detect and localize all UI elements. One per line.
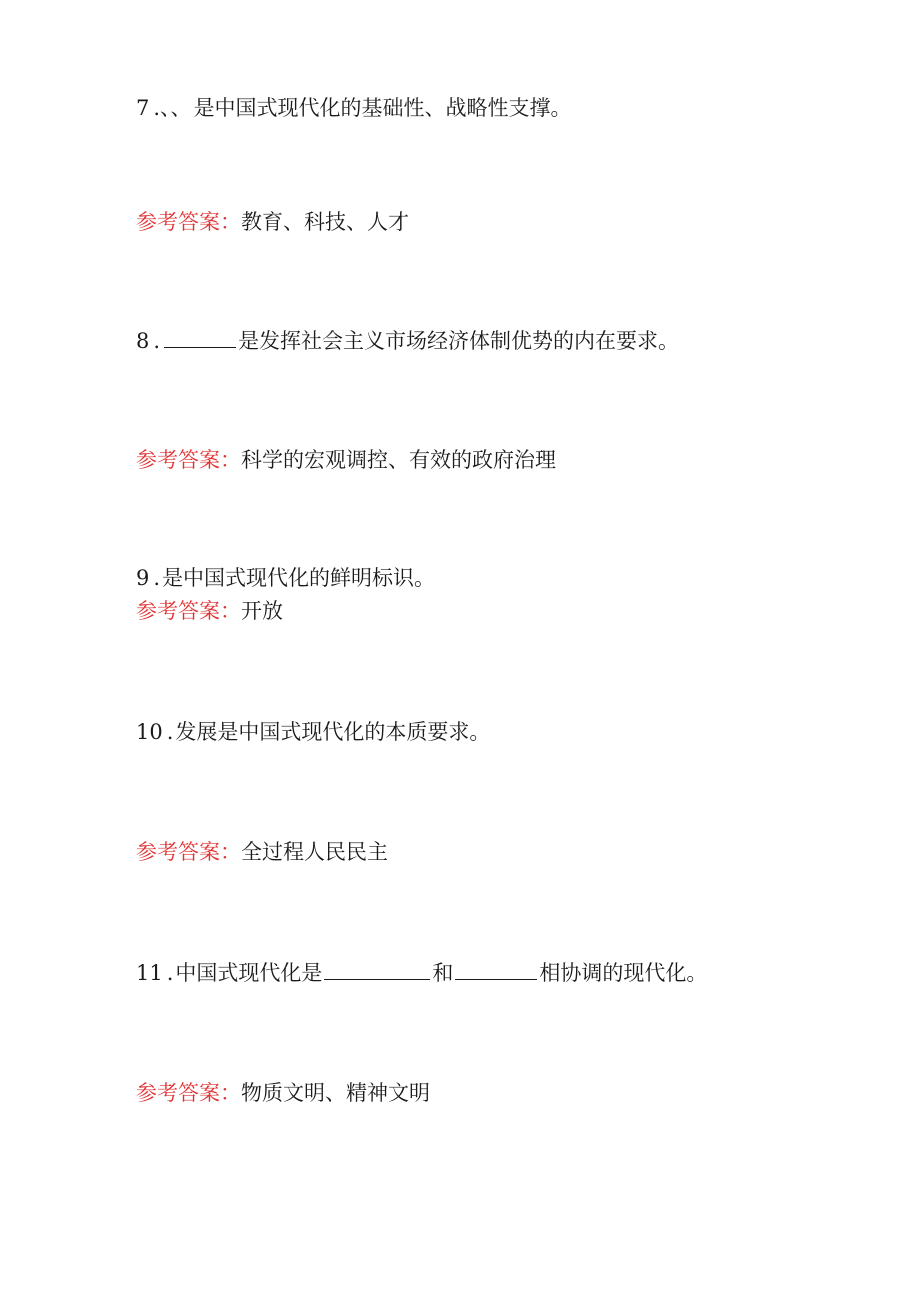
question-number: 11 [136, 961, 163, 985]
question-separator: . [166, 961, 174, 985]
question-separator: . [153, 566, 161, 590]
question-8 [136, 327, 679, 355]
question-text: 是中国式现代化的鲜明标识。 [162, 566, 436, 590]
answer-11 [136, 1079, 430, 1107]
question-7 [136, 94, 572, 122]
answer-9 [136, 597, 283, 625]
question-11 [136, 959, 707, 987]
answer-label: 参考答案： [136, 210, 241, 234]
answer-label: 参考答案： [136, 1081, 241, 1105]
question-number: 7 [136, 96, 150, 120]
question-10 [136, 718, 490, 746]
answer-label: 参考答案： [136, 840, 241, 864]
answer-7 [136, 208, 409, 236]
answer-8 [136, 446, 556, 474]
question-number: 8 [136, 329, 150, 353]
answer-text: 教育、科技、人才 [241, 210, 409, 234]
question-number: 10 [136, 720, 163, 744]
answer-text: 科学的宏观调控、有效的政府治理 [241, 448, 556, 472]
answer-blank [164, 327, 236, 348]
question-text-part-3: 相协调的现代化。 [539, 961, 708, 985]
question-separator: .、、 [153, 96, 192, 120]
answer-blank-2 [455, 959, 537, 980]
answer-text: 开放 [241, 599, 283, 623]
answer-label: 参考答案： [136, 448, 241, 472]
answer-text: 物质文明、精神文明 [241, 1081, 430, 1105]
question-separator: . [153, 329, 161, 353]
question-9 [136, 564, 435, 592]
question-separator: . [166, 720, 174, 744]
question-number: 9 [136, 566, 150, 590]
question-text: 是发挥社会主义市场经济体制优势的内在要求。 [238, 329, 680, 353]
answer-10 [136, 838, 388, 866]
answer-label: 参考答案： [136, 599, 241, 623]
answer-text: 全过程人民民主 [241, 840, 388, 864]
answer-blank-1 [324, 959, 430, 980]
question-text: 是中国式现代化的基础性、战略性支撑。 [193, 96, 572, 120]
question-text: 发展是中国式现代化的本质要求。 [175, 720, 491, 744]
question-text-part-1: 中国式现代化是 [175, 961, 323, 985]
question-text-part-2: 和 [432, 961, 454, 985]
